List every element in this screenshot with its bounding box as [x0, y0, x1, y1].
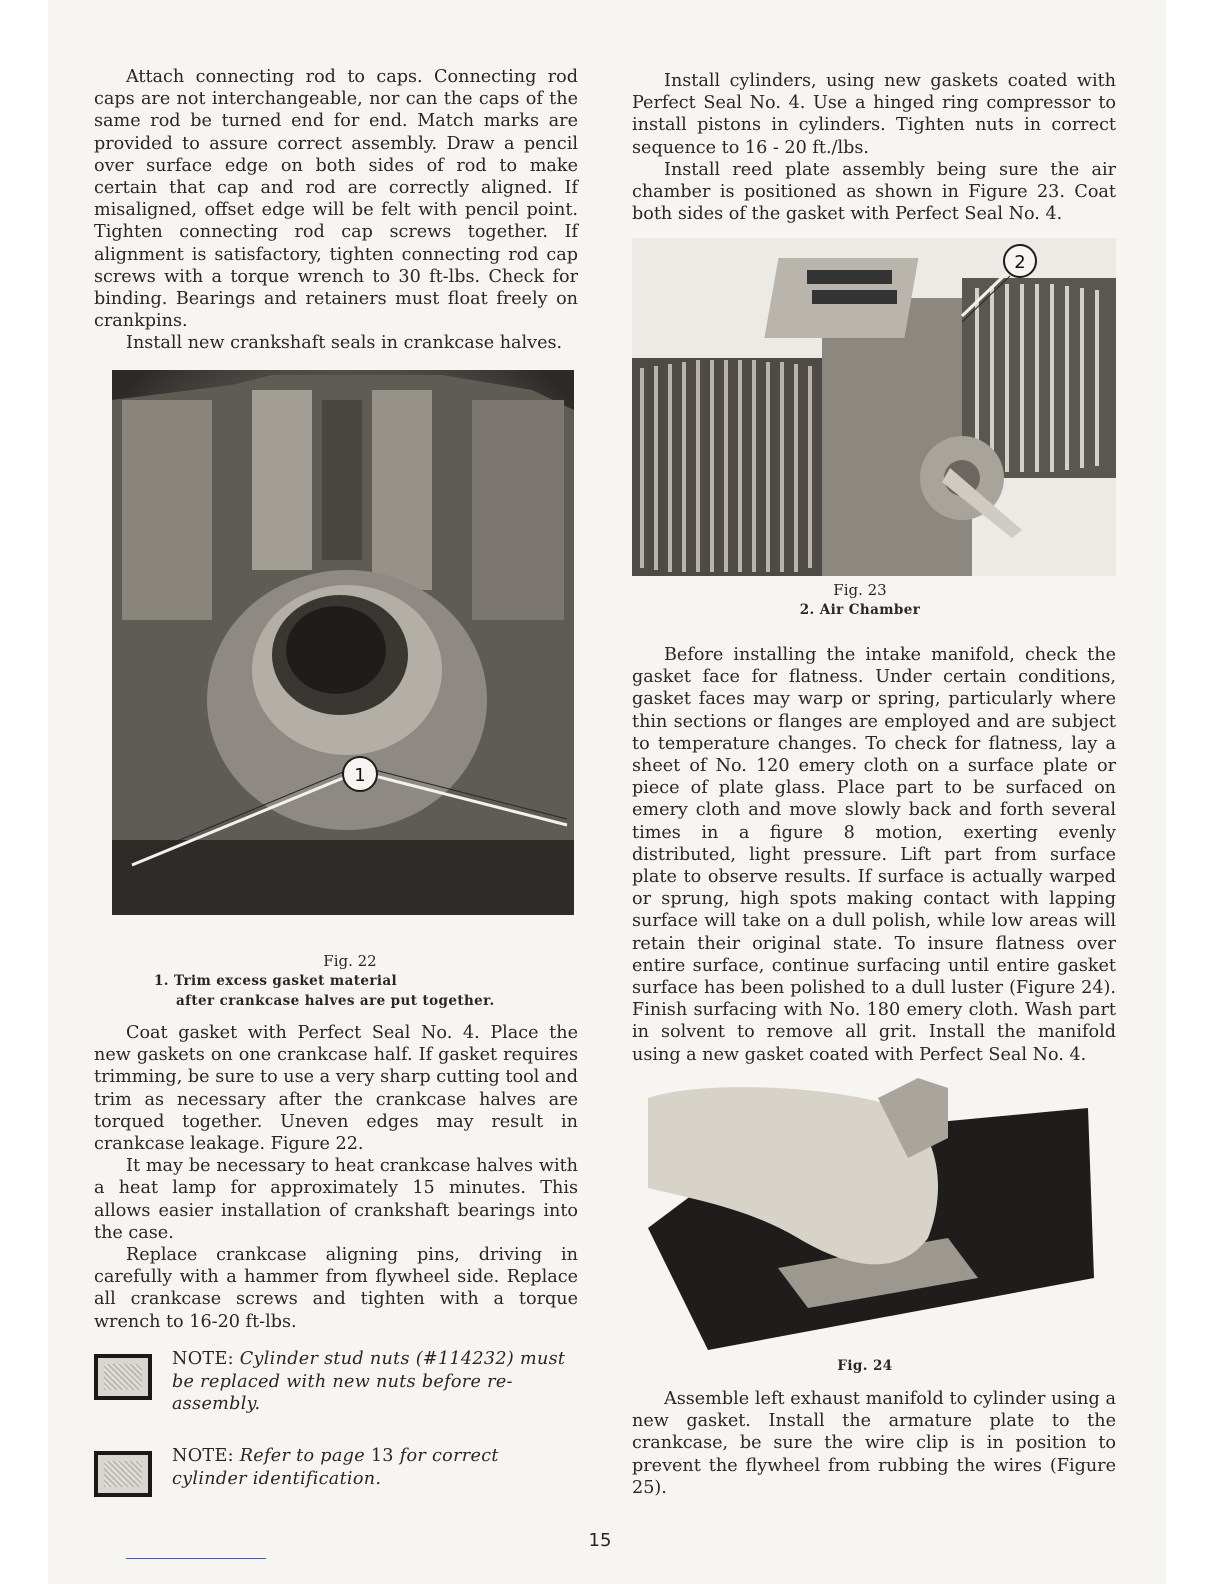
note-prefix: NOTE: — [172, 1349, 234, 1369]
fig24-surfacing-photo — [648, 1078, 1094, 1350]
fig22-caption-line1: 1. Trim excess gasket material — [154, 973, 398, 989]
fig23-caption-line: 2. Air Chamber — [799, 602, 921, 618]
note-cylinder-stud-nuts — [94, 1348, 578, 1416]
note-prefix: NOTE: — [172, 1446, 234, 1466]
fig23-caption — [760, 580, 960, 620]
fig23-engine-photo — [632, 238, 1116, 576]
paragraph: Replace crankcase aligning pins, driving in carefully with a hammer from flywheel side. Replace all crankcase screws and tighten with a torque wrench to 16-20 ft-lbs. — [94, 1245, 578, 1332]
page-number: 15 — [588, 1530, 612, 1551]
fig23-label: Fig. 23 — [833, 581, 887, 599]
right-column-intro — [632, 70, 1116, 225]
paragraph: Install new crankshaft seals in crankcase halves. — [126, 333, 563, 354]
right-column-assembly — [632, 1388, 1116, 1499]
fig22-callout: 1 — [354, 765, 366, 786]
paragraph: Coat gasket with Perfect Seal No. 4. Place the new gaskets on one crankcase half. If gasket requires trimming, be sure to use a very sharp cutting tool and trim as necessary after the crankcase halves are torqued together. Uneven edges may result in crankcase leakage. Figure 22. — [94, 1023, 578, 1155]
paragraph: Install cylinders, using new gaskets coated with Perfect Seal No. 4. Use a hinged ring compressor to install pistons in cylinders. Tighten nuts in correct sequence to 16 - 20 ft./lbs. — [632, 71, 1116, 158]
note-icon — [94, 1354, 152, 1400]
paragraph: Assemble left exhaust manifold to cylinder using a new gasket. Install the armature plate to the crankcase, be sure the wire clip is in position to prevent the flywheel from rubbing the wires (Figure 25). — [632, 1389, 1116, 1498]
paragraph: Install reed plate assembly being sure the air chamber is positioned as shown in Figure 23. Coat both sides of the gasket with Perfect Seal No. 4. — [632, 159, 1116, 225]
fig22-caption-line2: after crankcase halves are put together. — [176, 993, 495, 1009]
fig24-caption — [760, 1356, 970, 1376]
fig22-label: Fig. 22 — [323, 952, 377, 970]
note-text: Cylinder stud nuts (#114232) must be replaced with new nuts before re-assembly. — [172, 1349, 566, 1414]
footer-rule — [126, 1558, 266, 1559]
note-cylinder-identification — [94, 1445, 578, 1490]
fig24-label: Fig. 24 — [837, 1358, 893, 1374]
fig22-crankcase-photo — [112, 370, 574, 915]
fig22-caption — [130, 951, 570, 1011]
note-text: for correct cylinder identification. — [172, 1446, 499, 1489]
note-page-ref: 13 — [370, 1446, 394, 1466]
note-text: Refer to page — [239, 1446, 365, 1466]
left-column-body — [94, 1022, 578, 1333]
paragraph: Attach connecting rod to caps. Connecting rod caps are not interchangeable, nor can the caps of the same rod be turned end for end. Match marks are provided to assure correct assembly. Draw a pencil over surface edge on both sides of rod to make certain that cap and rod are correctly aligned. If misaligned, offset edge will be felt with pencil point. Tighten connecting rod cap screws together. If alignment is satisfactory, tighten connecting rod cap screws with a torque wrench to 30 ft-lbs. Check for binding. Bearings and retainers must float freely on crankpins. — [94, 67, 578, 332]
right-column-flatness — [632, 644, 1116, 1066]
fig23-callout: 2 — [1014, 252, 1026, 273]
left-column-intro — [94, 66, 578, 355]
paragraph: Before installing the intake manifold, check the gasket face for flatness. Under certain conditions, gasket faces may warp or spring, particularly where thin sections or flanges are employed and are subject to temperature changes. To check for flatness, lay a sheet of No. 120 emery cloth on a surface plate or piece of plate glass. Place part to be surfaced on emery cloth and move slowly back and forth several times in a figure 8 motion, exerting evenly distributed, light pressure. Lift part from surface plate to observe results. If surface is actually warped or sprung, high spots making contact with lapping surface will take on a dull polish, while low areas will retain their original state. To insure flatness over entire surface, continue surfacing until entire gasket surface has been polished to a dull luster (Figure 24). Finish surfacing with No. 180 emery cloth. Wash part in solvent to remove all grit. Install the manifold using a new gasket coated with Perfect Seal No. 4. — [632, 645, 1116, 1065]
paragraph: It may be necessary to heat crankcase halves with a heat lamp for approximately 15 minutes. This allows easier installation of crankshaft bearings into the case. — [94, 1156, 578, 1243]
note-icon — [94, 1451, 152, 1497]
